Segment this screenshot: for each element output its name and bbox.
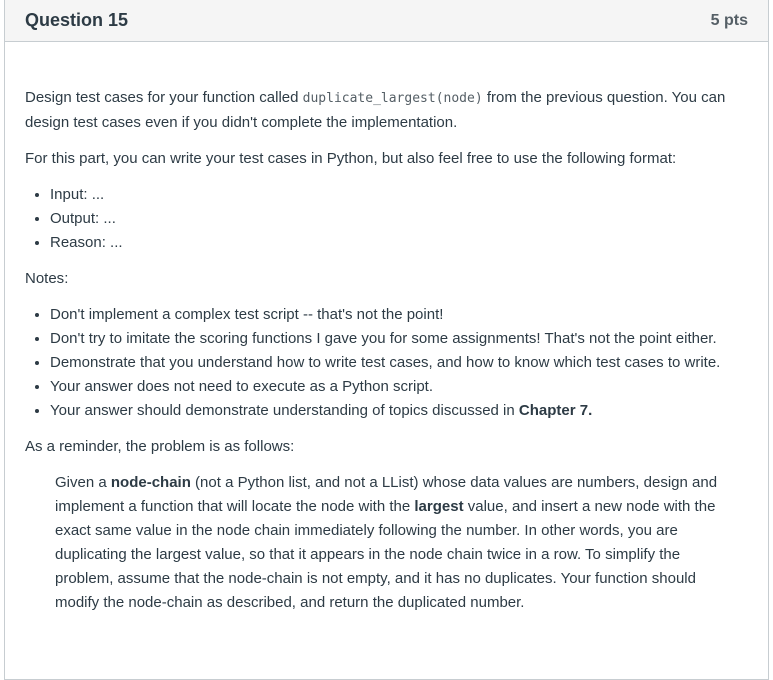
list-item: • Input: ... [50, 183, 738, 207]
list-item: • Demonstrate that you understand how to write test cases, and how to know which test cases to write. [50, 351, 738, 375]
problem-statement [25, 471, 738, 615]
notes-label: Notes [25, 270, 65, 287]
question-title: Question 15 [25, 10, 129, 30]
question-header [5, 0, 768, 42]
intro-paragraph [25, 86, 738, 135]
list-item: • Your answer does not need to execute as a Python script. [50, 375, 738, 399]
chapter-reference: Chapter 7. [518, 402, 593, 419]
problem-text: value, and insert a new node with the exact same value in the node chain immediately following the number. In other words, you are duplicating the largest value, so that it appears in the node chain twice in a row. To simplify the problem, assume that the node-chain is not empty, and it has no duplicates. Your function should modify the node-chain as described, and return the duplicated number. [55, 498, 716, 611]
list-item: • Don't try to imitate the scoring functions I gave you for some assignments! That's not the point either. [50, 327, 738, 351]
list-item: • Reason: ... [50, 231, 738, 255]
last-note-text: Your answer should demonstrate understanding of topics discussed in [50, 402, 519, 419]
format-list [25, 183, 738, 255]
notes-list [25, 303, 738, 423]
notes-colon: : [64, 270, 69, 287]
question-body [5, 42, 768, 615]
reminder-paragraph: As a reminder, the problem is as follows: [25, 438, 295, 455]
format-paragraph: For this part, you can write your test cases in Python, but also feel free to use the following format: [25, 150, 677, 167]
function-signature: duplicate_largest(node) [302, 91, 483, 106]
problem-text: Given a [55, 474, 111, 491]
intro-text-rest: from the previous question. You can design test cases even if you didn't complete the implementation. [25, 89, 726, 131]
largest-term: largest [414, 498, 464, 515]
list-item: • Output: ... [50, 207, 738, 231]
intro-text: Design test cases for your function called [25, 89, 303, 106]
list-item: • Don't implement a complex test script -- that's not the point! [50, 303, 738, 327]
notes-heading [25, 267, 738, 291]
problem-text: (not a Python list, and not a LList) whose data values are numbers, design and implement a function that will locate the node with the [55, 474, 718, 515]
list-item [50, 399, 738, 423]
node-chain-term: node-chain [110, 474, 191, 491]
question-card [4, 0, 769, 680]
question-points: 5 pts [710, 11, 748, 29]
